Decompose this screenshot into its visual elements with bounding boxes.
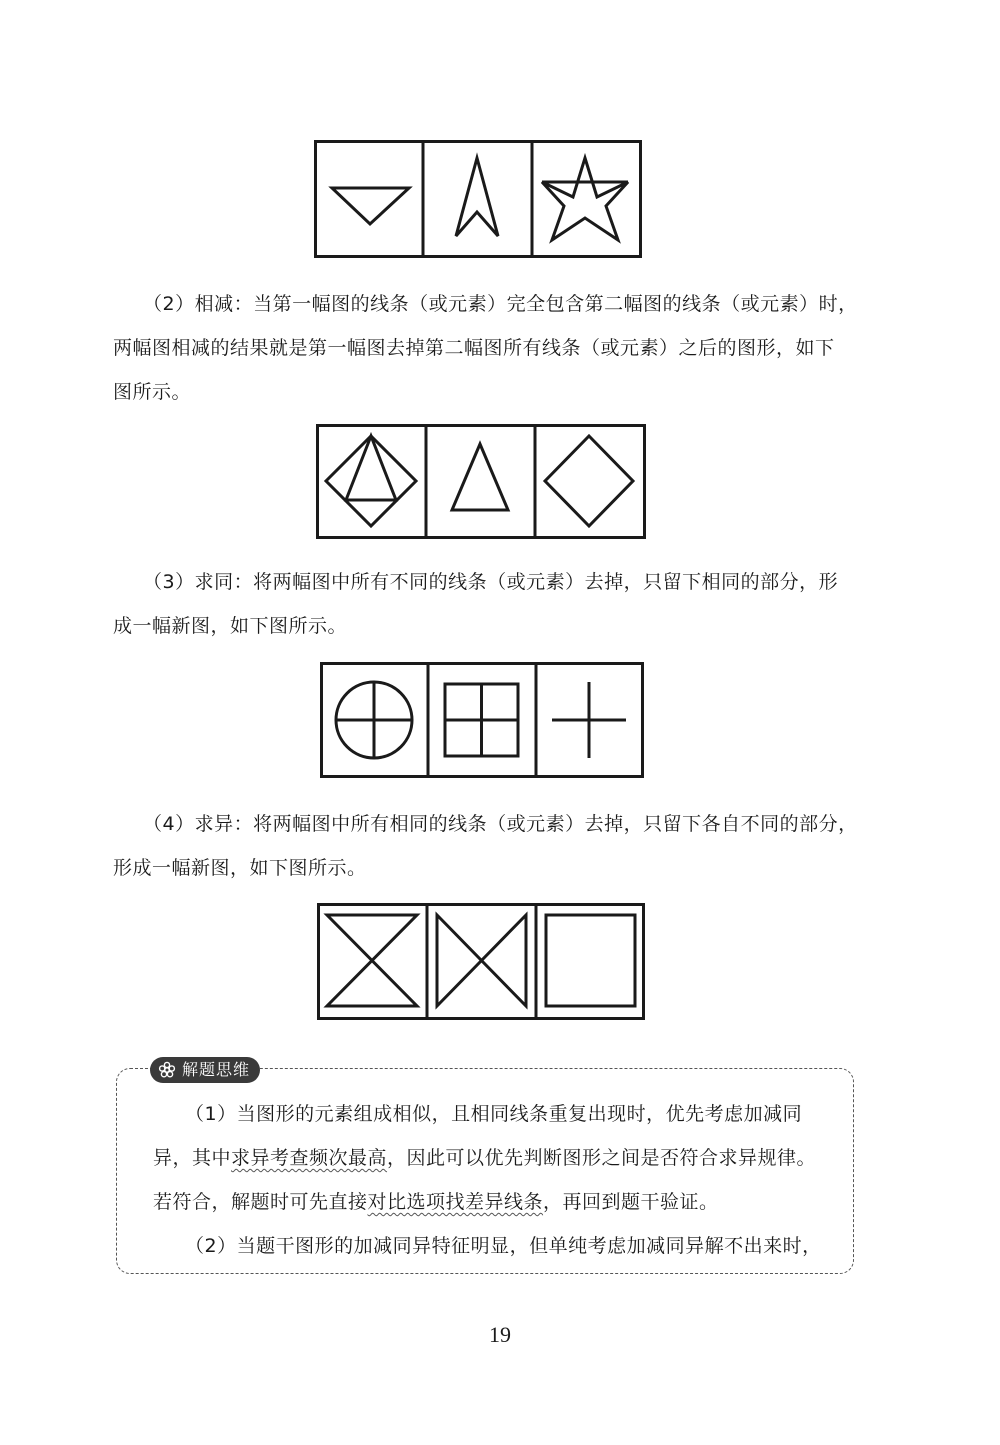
emphasis-text: 对比选项找差异线条 — [367, 1191, 544, 1213]
arrowhead-shape — [456, 158, 498, 236]
star-shape — [542, 158, 628, 240]
tips-paragraph-1 — [153, 1092, 833, 1268]
paragraph-intersection — [113, 560, 861, 648]
paragraph-line: （2）相减：当第一幅图的线条（或元素）完全包含第二幅图的线条（或元素）时， — [143, 293, 858, 315]
triangle-shape — [452, 444, 508, 510]
figure-intersection-example — [320, 662, 644, 778]
tips-line: 若符合，解题时可先直接 — [153, 1191, 368, 1213]
flower-icon — [158, 1061, 176, 1079]
figure-subtraction-example — [316, 424, 646, 539]
paragraph-line: 形成一幅新图，如下图所示。 — [113, 857, 367, 879]
bowtie-shape — [437, 915, 526, 1006]
page-number: 19 — [489, 1322, 511, 1347]
figure-addition-example — [314, 140, 642, 258]
emphasis-text: 求异考查频次最高 — [231, 1147, 388, 1169]
paragraph-line: （4）求异：将两幅图中所有相同的线条（或元素）去掉，只留下各自不同的部分， — [143, 813, 858, 835]
paragraph-difference — [113, 802, 861, 890]
inverted-triangle-shape — [332, 188, 409, 224]
tips-line: ，再回到题干验证。 — [543, 1191, 719, 1213]
solving-tips-label — [150, 1057, 260, 1083]
tips-line: ，因此可以优先判断图形之间是否符合求异规律。 — [387, 1147, 817, 1169]
paragraph-line: 两幅图相减的结果就是第一幅图去掉第二幅图所有线条（或元素）之后的图形，如下 — [113, 337, 835, 359]
figure-difference-example — [317, 903, 645, 1020]
tips-line: （2）当题干图形的加减同异特征明显，但单纯考虑加减同异解不出来时， — [185, 1235, 822, 1257]
diamond-with-triangle-shape — [326, 436, 416, 526]
diamond-shape — [545, 436, 633, 526]
hourglass-shape — [327, 915, 417, 1006]
paragraph-line: 图所示。 — [113, 381, 192, 403]
tips-line: （1）当图形的元素组成相似，且相同线条重复出现时，优先考虑加减同 — [185, 1103, 803, 1125]
paragraph-line: （3）求同：将两幅图中所有不同的线条（或元素）去掉，只留下相同的部分，形 — [143, 571, 839, 593]
tips-line: 异，其中 — [153, 1147, 232, 1169]
solving-tips-title: 解题思维 — [182, 1060, 251, 1079]
square-shape — [546, 915, 635, 1006]
paragraph-line: 成一幅新图，如下图所示。 — [113, 615, 348, 637]
paragraph-subtraction — [113, 282, 861, 414]
